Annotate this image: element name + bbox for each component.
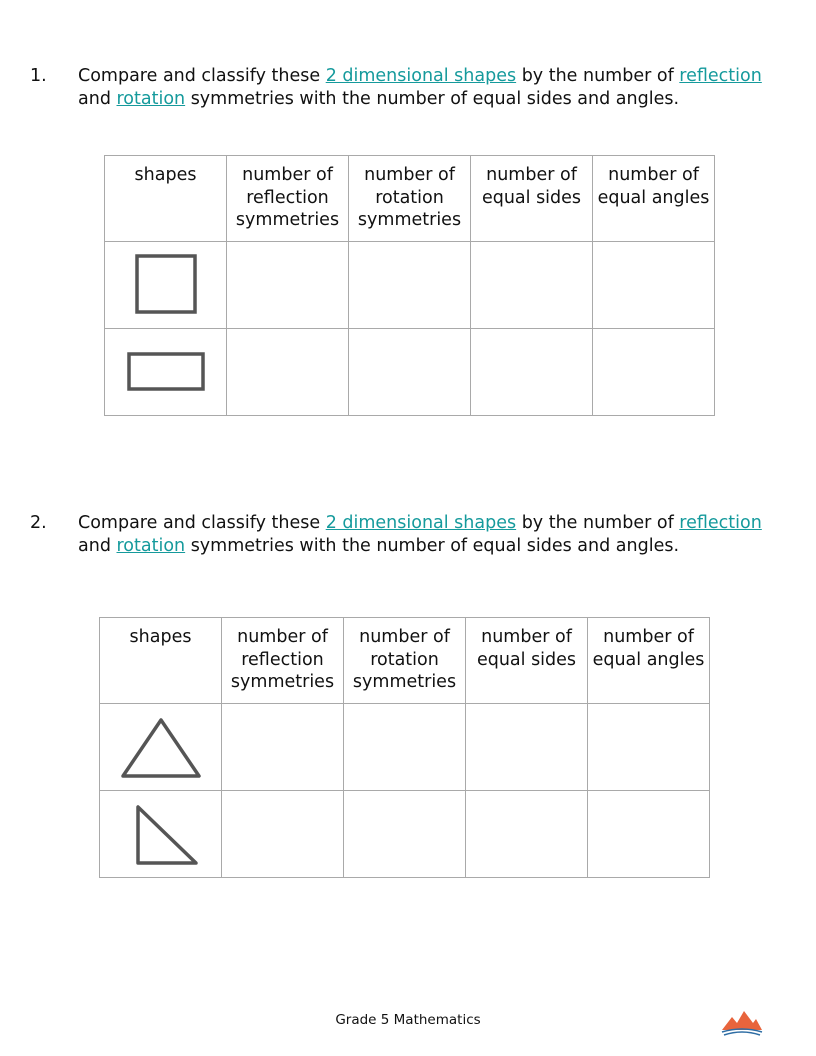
square-icon — [131, 250, 201, 320]
header-reflection-symmetries: number of reflection symmetries — [227, 156, 349, 242]
link-reflection[interactable]: reflection — [679, 66, 762, 86]
question-2 — [30, 512, 800, 557]
answer-cell[interactable] — [344, 791, 466, 878]
answer-cell[interactable] — [471, 242, 593, 329]
answer-cell[interactable] — [222, 791, 344, 878]
header-rotation-symmetries: number of rotation symmetries — [344, 618, 466, 704]
table-header-row — [105, 156, 715, 242]
header-reflection-symmetries: number of reflection symmetries — [222, 618, 344, 704]
table-row — [100, 704, 710, 791]
header-shapes: shapes — [105, 156, 227, 242]
text-segment: by the number of — [516, 66, 680, 86]
answer-cell[interactable] — [471, 329, 593, 416]
question-1 — [30, 65, 800, 110]
link-rotation[interactable]: rotation — [116, 88, 186, 109]
answer-cell[interactable] — [588, 791, 710, 878]
shape-cell — [100, 704, 222, 791]
answer-cell[interactable] — [466, 791, 588, 878]
question-text — [78, 512, 800, 557]
answer-cell[interactable] — [588, 704, 710, 791]
right-triangle-icon — [121, 799, 201, 869]
text-segment: Compare and classify these — [78, 513, 326, 533]
table-row — [100, 791, 710, 878]
text-segment: Compare and classify these — [78, 66, 326, 86]
table-row — [105, 329, 715, 416]
header-equal-sides: number of equal sides — [466, 618, 588, 704]
text-segment: and — [78, 88, 117, 109]
answer-cell[interactable] — [593, 242, 715, 329]
shape-cell — [105, 329, 227, 416]
header-equal-angles: number of equal angles — [588, 618, 710, 704]
answer-cell[interactable] — [227, 329, 349, 416]
answer-cell[interactable] — [466, 704, 588, 791]
answer-cell[interactable] — [593, 329, 715, 416]
question-number: 1. — [30, 66, 47, 86]
link-2d-shapes[interactable]: 2 dimensional shapes — [325, 66, 517, 86]
header-equal-sides: number of equal sides — [471, 156, 593, 242]
triangle-icon — [116, 712, 206, 782]
rectangle-icon — [121, 347, 211, 397]
header-shapes: shapes — [100, 618, 222, 704]
answer-cell[interactable] — [344, 704, 466, 791]
question-number: 2. — [30, 513, 47, 533]
table-row — [105, 242, 715, 329]
text-segment: and — [78, 535, 117, 556]
header-rotation-symmetries: number of rotation symmetries — [349, 156, 471, 242]
header-equal-angles: number of equal angles — [593, 156, 715, 242]
mountain-logo-icon — [720, 1006, 764, 1038]
symmetry-table-2 — [99, 617, 710, 878]
answer-cell[interactable] — [222, 704, 344, 791]
symmetry-table-1 — [104, 155, 715, 416]
table-header-row — [100, 618, 710, 704]
link-rotation[interactable]: rotation — [116, 535, 186, 556]
question-text — [78, 65, 800, 110]
shape-cell — [100, 791, 222, 878]
text-segment: symmetries with the number of equal sides and angles. — [185, 88, 680, 109]
answer-cell[interactable] — [227, 242, 349, 329]
link-2d-shapes[interactable]: 2 dimensional shapes — [325, 513, 517, 533]
answer-cell[interactable] — [349, 242, 471, 329]
shape-cell — [105, 242, 227, 329]
answer-cell[interactable] — [349, 329, 471, 416]
link-reflection[interactable]: reflection — [679, 513, 762, 533]
text-segment: symmetries with the number of equal sides and angles. — [185, 535, 680, 556]
text-segment: by the number of — [516, 513, 680, 533]
page-footer: Grade 5 Mathematics — [335, 1012, 481, 1028]
